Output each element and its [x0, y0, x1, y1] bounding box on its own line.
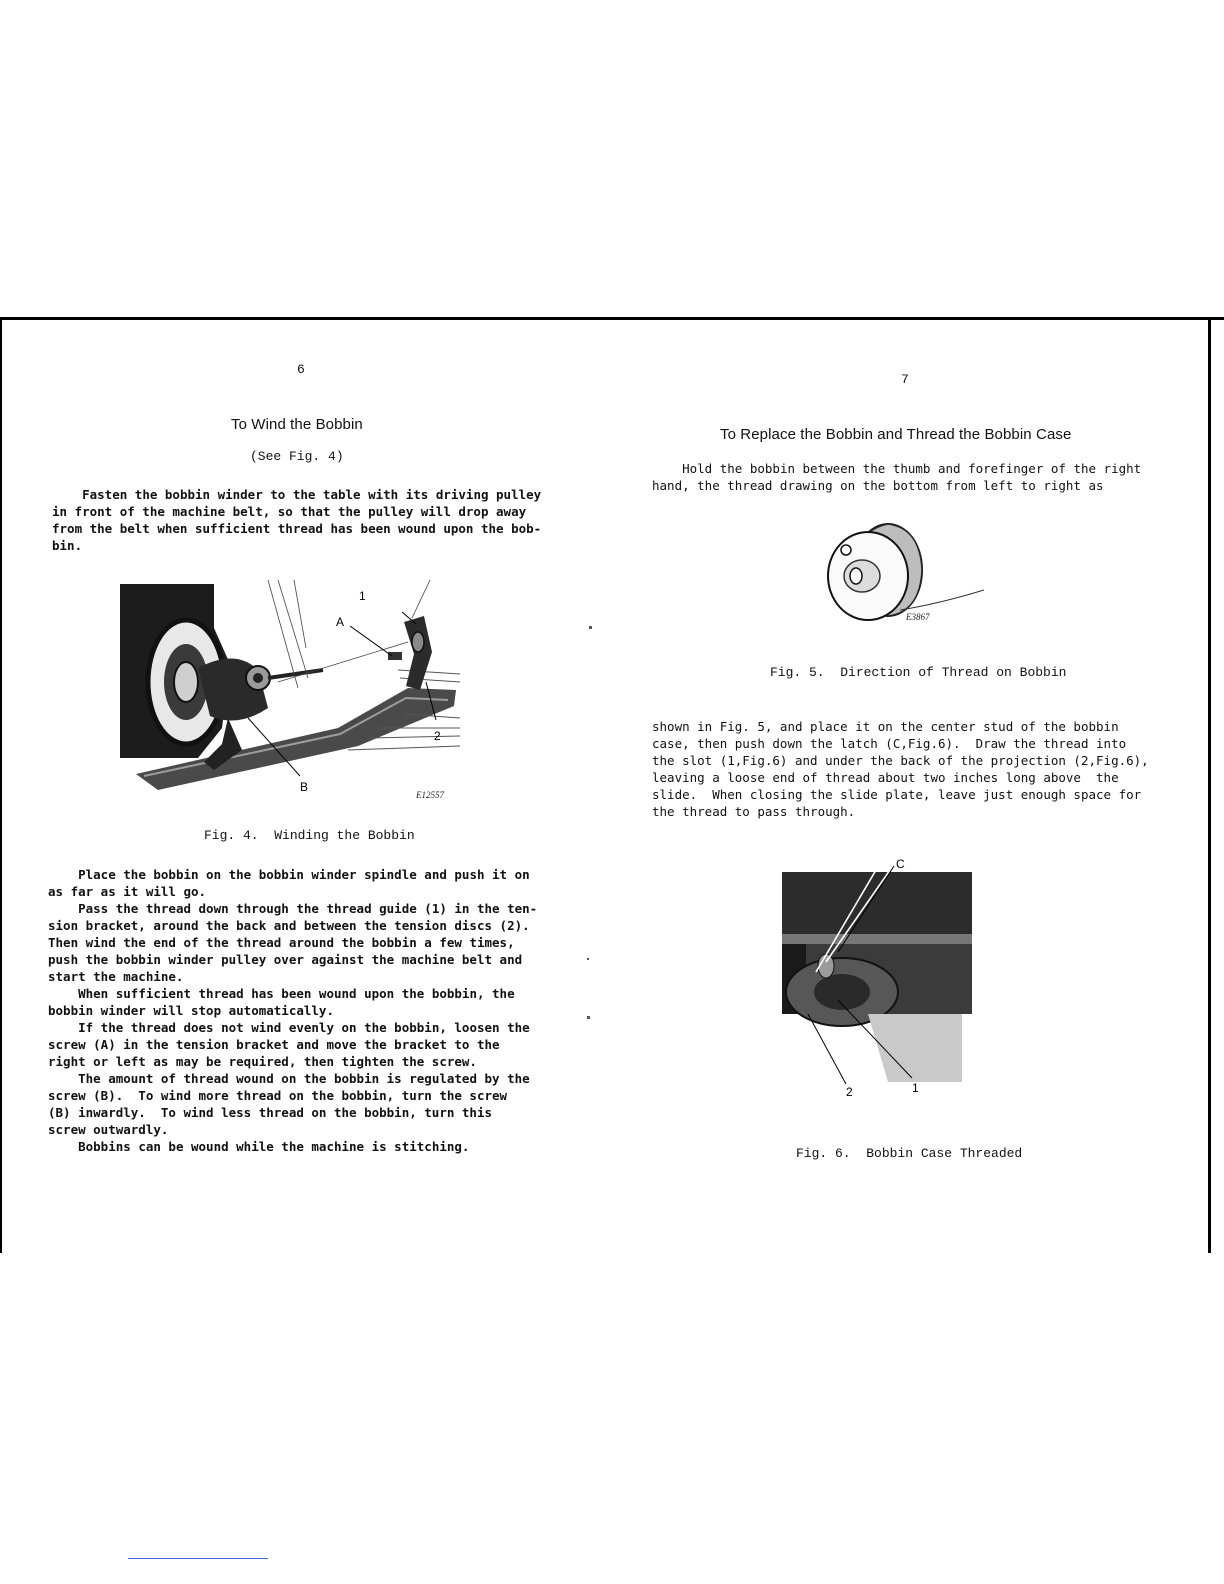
fig6-label-c: C	[896, 857, 905, 871]
right-intro-paragraph: Hold the bobbin between the thumb and forefinger of the right hand, the thread drawing on the bottom from left to right as	[652, 461, 1142, 493]
page-right-border	[1208, 317, 1211, 1253]
fig6-label-2: 2	[846, 1085, 853, 1099]
scan-speck	[587, 1016, 590, 1019]
fig4-label-1: 1	[359, 589, 366, 603]
scan-speck	[587, 958, 589, 960]
left-page-subtitle: (See Fig. 4)	[250, 449, 344, 464]
fig4-caption: Fig. 4. Winding the Bobbin	[204, 828, 415, 843]
fig6-label-1: 1	[912, 1081, 919, 1095]
right-page-title: To Replace the Bobbin and Thread the Bobbin Case	[720, 426, 1072, 443]
left-page-title: To Wind the Bobbin	[231, 416, 363, 433]
fig4-label-a: A	[336, 615, 345, 629]
scan-speck	[589, 626, 592, 629]
right-body-text: shown in Fig. 5, and place it on the center stud of the bobbin case, then push down the latch (C,Fig.6). Draw the thread into the slot (1,Fig.6) and under the back of the projection (2,Fig.6), leaving a loose end of thread about two inches long above the slide. When closing the slide plate, leave just enough space for the thread to pass through.	[652, 719, 1149, 819]
fig4-code: E12557	[416, 790, 444, 800]
bottom-underline	[128, 1558, 268, 1559]
figure-5-bobbin	[808, 520, 988, 628]
left-page-number: 6	[297, 362, 305, 377]
page-top-border	[0, 317, 1224, 320]
right-page-number: 7	[901, 372, 909, 387]
fig5-caption: Fig. 5. Direction of Thread on Bobbin	[770, 665, 1067, 680]
fig5-code: E3867	[906, 612, 930, 622]
figure-6-bobbin-case	[776, 852, 976, 1102]
figure-4-bobbin-winder	[118, 578, 466, 800]
left-body-text: Place the bobbin on the bobbin winder spindle and push it on as far as it will go. Pass the thread down through the thread guide (1) in the ten- sion bracket, around the back and between the tension discs (2). Then wind the end of the thread around the bobbin a few times, push the bobbin winder pulley over against the machine belt and start the machine. When sufficient thread has been wound upon the bobbin, the bobbin winder will stop automatically. If the thread does not wind evenly on the bobbin, loosen the screw (A) in the tension bracket and move the bracket to the right or left as may be required, then tighten the screw. The amount of thread wound on the bobbin is regulated by the screw (B). To wind more thread on the bobbin, turn the screw (B) inwardly. To wind less thread on the bobbin, turn this screw outwardly. Bobbins can be wound while the machine is stitching.	[48, 867, 538, 1154]
fig4-label-b: B	[300, 780, 309, 794]
fig6-caption: Fig. 6. Bobbin Case Threaded	[796, 1146, 1023, 1161]
fig4-label-2: 2	[434, 729, 441, 743]
page-left-border	[0, 317, 2, 1253]
left-intro-paragraph: Fasten the bobbin winder to the table with its driving pulley in front of the machine belt, so that the pulley will drop away from the belt when sufficient thread has been wound upon the bob- bin.	[52, 487, 542, 553]
